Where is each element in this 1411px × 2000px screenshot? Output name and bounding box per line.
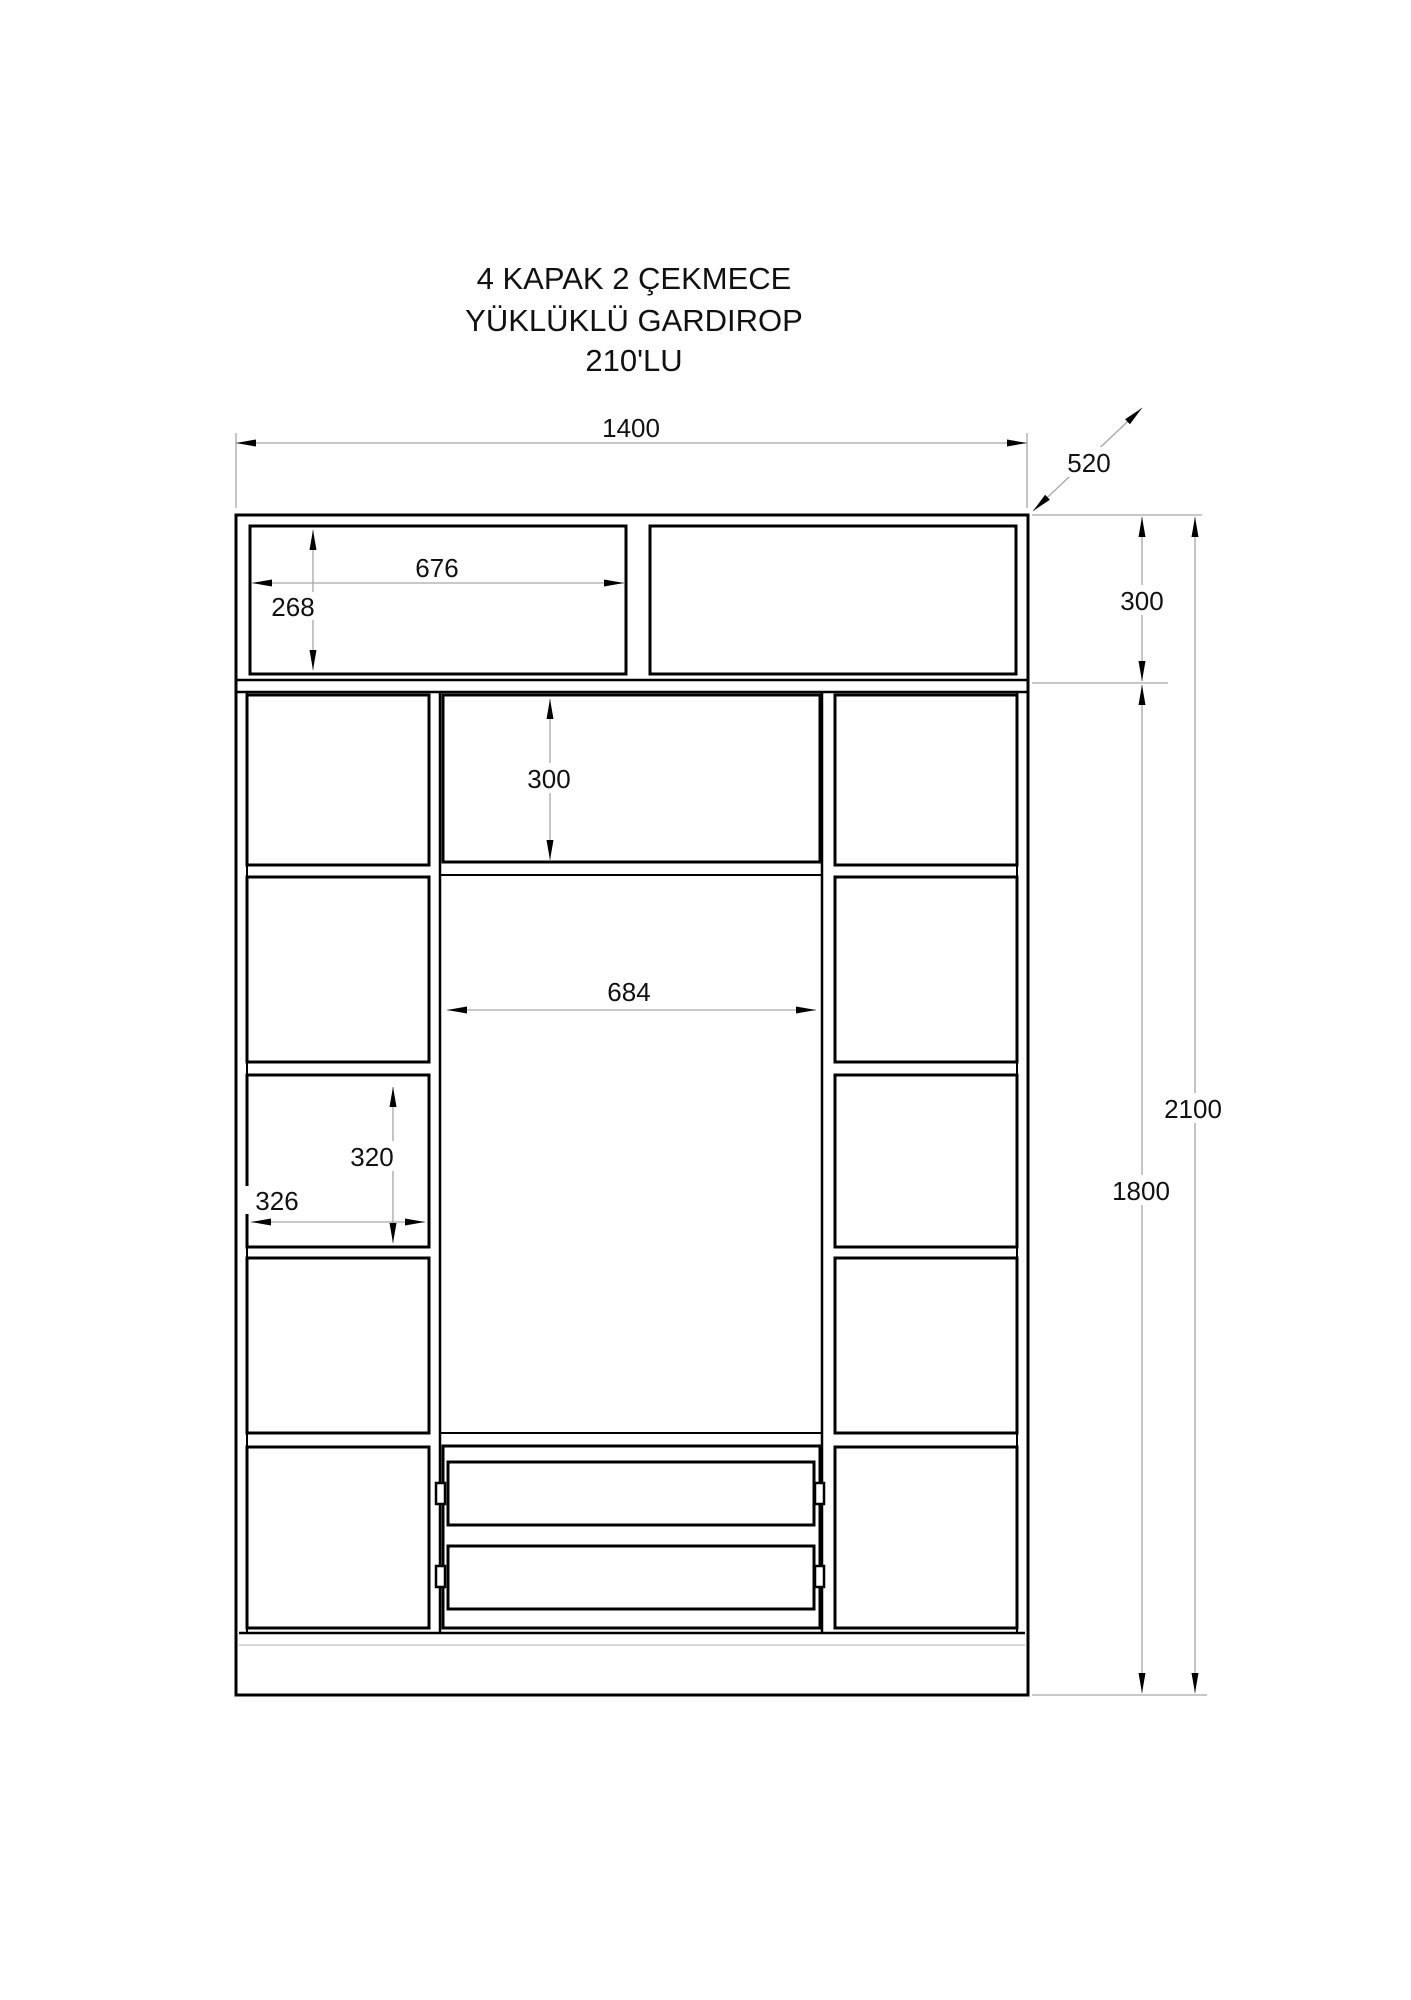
arrowhead-left <box>447 1007 467 1014</box>
arrowhead-upper <box>1125 408 1142 424</box>
title-line-3: 210'LU <box>585 343 683 378</box>
arrowhead-top <box>1139 517 1146 537</box>
arrowhead-left <box>236 440 256 447</box>
left-door-panel-2 <box>247 877 429 1062</box>
dim-side-compartment-height <box>340 1087 404 1243</box>
dim-label-side-compartment-height: 320 <box>350 1142 394 1172</box>
dim-total-height <box>1032 517 1231 1695</box>
arrowhead-top <box>390 1087 397 1107</box>
dim-label-total-width: 1400 <box>602 413 660 443</box>
arrowhead-right <box>1007 440 1027 447</box>
dim-total-width <box>236 413 1027 508</box>
dim-label-middle-opening-width: 684 <box>607 977 651 1007</box>
dim-label-top-door-width: 676 <box>415 553 459 583</box>
title-line-1: 4 KAPAK 2 ÇEKMECE <box>476 261 792 296</box>
title-line-2: YÜKLÜKLÜ GARDIROP <box>465 303 803 338</box>
arrowhead-bottom <box>1139 661 1146 681</box>
middle-shelf-compartment <box>443 695 820 862</box>
drawer-1-right-slide-icon <box>815 1483 824 1504</box>
arrowhead-right <box>796 1007 816 1014</box>
top-cabinet-right-door <box>650 526 1016 674</box>
drawer-2 <box>448 1546 814 1609</box>
dim-side-compartment-width <box>245 1186 425 1226</box>
dim-label-total-height: 2100 <box>1164 1094 1222 1124</box>
arrowhead-top <box>310 530 317 550</box>
drawer-2-left-slide-icon <box>436 1566 445 1587</box>
arrowhead-right <box>604 580 624 587</box>
dim-label-top-cabinet-height: 300 <box>1120 586 1164 616</box>
dim-shelf-compartment-height <box>517 699 581 860</box>
dim-label-side-compartment-width: 326 <box>255 1186 299 1216</box>
right-door-panel-1 <box>835 695 1017 865</box>
dim-label-top-door-height: 268 <box>271 592 315 622</box>
dim-label-depth: 520 <box>1067 448 1111 478</box>
arrowhead-top <box>547 699 554 719</box>
dim-top-cabinet-height <box>1032 515 1202 683</box>
right-door-panel-5 <box>835 1447 1017 1628</box>
drawer-1 <box>448 1462 814 1525</box>
left-door-panel-1 <box>247 695 429 865</box>
dim-depth <box>1033 408 1142 511</box>
dim-top-door-width <box>252 553 624 587</box>
drawer-1-left-slide-icon <box>436 1483 445 1504</box>
arrowhead-top <box>1139 685 1146 705</box>
arrowhead-top <box>1192 517 1199 537</box>
wardrobe-front-view <box>236 515 1028 1695</box>
arrowhead-lower <box>1033 495 1050 511</box>
left-door-panel-4 <box>247 1258 429 1433</box>
arrowhead-left <box>252 580 272 587</box>
dim-label-body-height: 1800 <box>1112 1176 1170 1206</box>
arrowhead-bottom <box>547 840 554 860</box>
dim-label-shelf-compartment-height: 300 <box>527 764 571 794</box>
arrowhead-right <box>405 1219 425 1226</box>
dim-top-door-height <box>261 530 323 670</box>
right-door-panel-4 <box>835 1258 1017 1433</box>
drawing-title <box>465 261 803 378</box>
arrowhead-left <box>251 1219 271 1226</box>
dim-body-height <box>1103 685 1179 1693</box>
arrowhead-bottom <box>390 1223 397 1243</box>
arrowhead-bottom <box>1139 1673 1146 1693</box>
dim-middle-opening-width <box>447 977 816 1014</box>
right-door-panel-3 <box>835 1075 1017 1247</box>
right-door-panel-2 <box>835 877 1017 1062</box>
left-door-panel-5 <box>247 1447 429 1628</box>
drawer-2-right-slide-icon <box>815 1566 824 1587</box>
drawer-compartment <box>443 1446 820 1628</box>
arrowhead-bottom <box>310 650 317 670</box>
arrowhead-bottom <box>1192 1673 1199 1693</box>
